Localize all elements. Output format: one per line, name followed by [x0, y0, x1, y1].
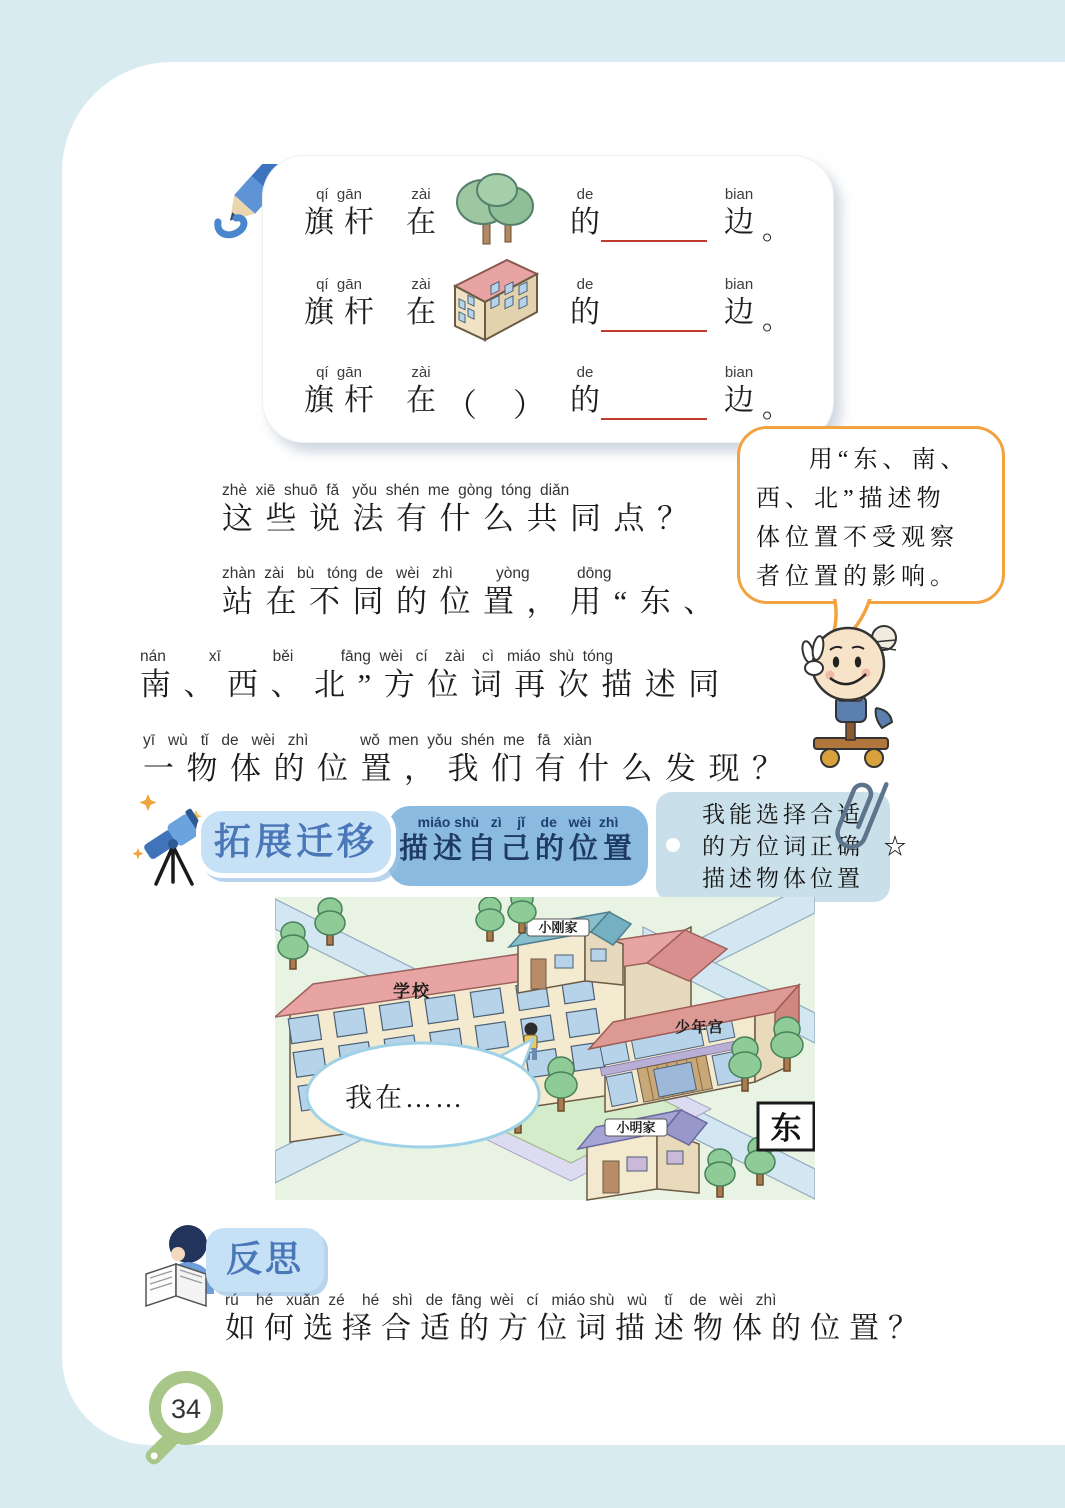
- paragraph-line: zhàn zài bù tóng de wèi zhì yòng dōng 站在不同的位置，用“东、: [222, 565, 727, 619]
- answer-blank: [601, 268, 707, 332]
- answer-blank: [601, 356, 707, 420]
- tip-line: 体位置不受观察: [756, 525, 959, 551]
- paragraph-line: zhè xiē shuō fǎ yǒu shén me gòng tóng diǎn 这些说法有什么共同点？: [222, 482, 701, 536]
- expand-subtitle-pill: [388, 806, 648, 886]
- word-bian: 边: [724, 206, 764, 239]
- reflection-question: rú hé xuǎn zé hé shì de fāng wèi cí miáo shù wù tǐ de wèi zhì 如何选择合适的方位词描述物体的位置？: [225, 1292, 927, 1345]
- word-zai: 在: [406, 206, 446, 239]
- paragraph-text: 一物体的位置，我们有什么发现？: [143, 751, 796, 786]
- exercise-row-1: qí gān 旗杆 zài 在 de 的 bian 边 。: [263, 178, 833, 252]
- note-line: 描述物体位置: [702, 866, 864, 891]
- east-sign: [758, 1103, 814, 1150]
- east-sign-text: 东: [770, 1111, 802, 1146]
- expand-subtitle: 描述自己的位置: [398, 833, 637, 865]
- period: 。: [761, 305, 790, 336]
- paragraph-line: yī wù tǐ de wèi zhì wǒ men yǒu shén me fā xiàn 一物体的位置，我们有什么发现？: [143, 732, 796, 786]
- period: 。: [761, 393, 790, 424]
- page-number-badge: [122, 1358, 242, 1478]
- xiaoming-label: 小明家: [616, 1120, 656, 1135]
- note-line: 我能选择合适: [702, 802, 864, 827]
- page-number: 34: [170, 1394, 202, 1424]
- word-qigan: 旗杆: [304, 206, 384, 239]
- exercise-row-3: qí gān 旗杆 zài 在 （ ） de 的 bian 边 。: [263, 356, 833, 430]
- word-qigan: 旗杆: [304, 384, 384, 417]
- paragraph-text: 站在不同的位置，用“东、: [222, 584, 727, 619]
- building-image: [445, 248, 545, 348]
- word-qigan: 旗杆: [304, 296, 384, 329]
- pinyin: qí gān: [316, 186, 362, 203]
- word-zai: 在: [406, 384, 446, 417]
- tree-image: [445, 164, 545, 256]
- xiaogang-label: 小刚家: [538, 920, 578, 935]
- exercise-row-2: qí gān 旗杆 zài 在 de 的 bian 边 。: [263, 268, 833, 342]
- parens-blank: [445, 364, 545, 424]
- paren-open: （: [445, 387, 478, 423]
- word-zai: 在: [406, 296, 446, 329]
- note-line: 的方位词正确 ☆: [702, 834, 911, 859]
- xiaogang-home: [509, 912, 631, 993]
- subtitle-pinyin: miáo shù zì jǐ de wèi zhì: [417, 814, 619, 830]
- paragraph-line: nán xī běi fāng wèi cí zài cì miáo shù tóng 南、西、北”方位词再次描述同: [140, 648, 732, 702]
- map-speech-text: 我在……: [345, 1083, 465, 1113]
- youth-palace-label: 少年宫: [675, 1019, 725, 1036]
- tip-line: 西、北”描述物: [756, 486, 946, 512]
- tip-line: 者位置的影响。: [756, 564, 959, 590]
- word-de: 的: [570, 384, 610, 417]
- paperclip-icon: [828, 770, 898, 866]
- paren-close: ）: [512, 387, 545, 423]
- word-bian: 边: [724, 384, 764, 417]
- note-bullet: [666, 838, 680, 852]
- paragraph-text: 南、西、北”方位词再次描述同: [140, 667, 732, 702]
- expand-badge: 拓展迁移: [196, 806, 396, 878]
- word-de: 的: [570, 206, 610, 239]
- mascot-character: [792, 612, 920, 772]
- paragraph-text: 这些说法有什么共同点？: [222, 501, 701, 536]
- neighborhood-map: [275, 897, 815, 1202]
- word-bian: 边: [724, 296, 764, 329]
- answer-blank: [601, 178, 707, 242]
- period: 。: [761, 215, 790, 246]
- word-de: 的: [570, 296, 610, 329]
- exercise-card: [262, 155, 834, 443]
- tip-speech-bubble: [737, 426, 1005, 604]
- school-label: 学校: [393, 982, 431, 1001]
- tip-line: 用“东、南、: [808, 447, 970, 473]
- reflection-badge: 反思: [206, 1228, 324, 1292]
